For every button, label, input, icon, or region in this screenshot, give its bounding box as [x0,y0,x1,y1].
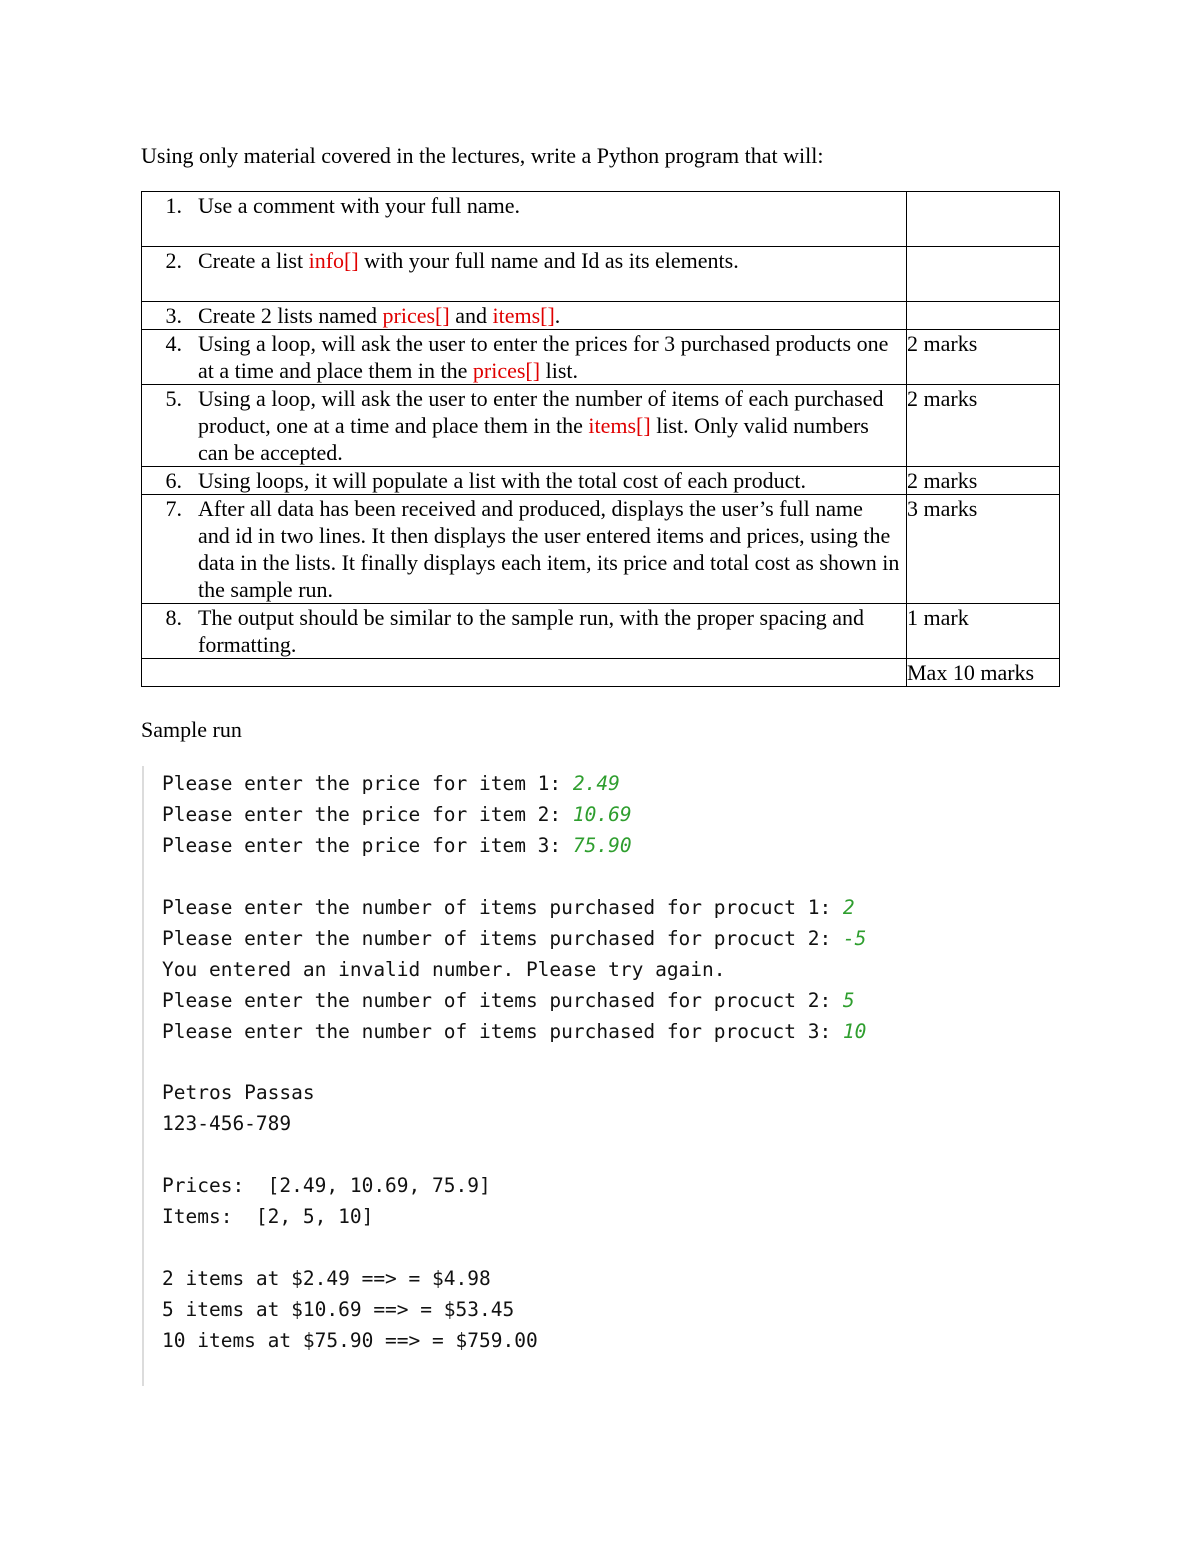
console-user-input: 10.69 [572,803,632,826]
task-text-segment: Create a list [198,248,309,273]
requirements-table [141,191,1060,687]
task-description [198,604,906,658]
console-user-input: 2.49 [572,772,620,795]
console-line [162,1111,291,1137]
task-cell [142,495,907,604]
task-marks: 2 marks [907,385,1060,467]
task-cell [142,330,907,385]
console-line [162,957,726,983]
task-cell [142,467,907,495]
code-identifier: prices[] [472,358,541,383]
task-number: 3. [165,303,182,328]
console-output [142,766,1044,1386]
task-number: 8. [165,605,182,630]
task-description [198,495,906,603]
console-line [162,1297,514,1323]
task-description [198,467,906,494]
task-text-segment: The output should be similar to the sample run, with the proper spacing and formatting. [198,605,864,657]
total-marks: Max 10 marks [907,659,1060,687]
task-text-segment: with your full name and Id as its elements. [358,248,739,273]
console-user-input: 5 [842,989,855,1012]
console-line [162,988,855,1014]
console-user-input: 2 [842,896,855,919]
console-text: 123-456-789 [162,1112,292,1135]
task-marks: 2 marks [907,330,1060,385]
console-text: 2 items at $2.49 ==> = $4.98 [162,1267,491,1290]
console-text: 10 items at $75.90 ==> = $759.00 [162,1329,538,1352]
task-row [142,495,1060,604]
task-description [198,192,906,219]
console-line [162,833,632,859]
code-identifier: items[] [588,413,651,438]
task-row [142,385,1060,467]
console-line [162,802,632,828]
sample-run-title: Sample run [141,717,242,742]
task-row [142,604,1060,659]
console-text: Prices: [2.49, 10.69, 75.9] [162,1174,491,1197]
task-cell [142,302,907,330]
console-text: 5 items at $10.69 ==> = $53.45 [162,1298,515,1321]
task-row [142,467,1060,495]
task-description [198,247,906,274]
code-identifier: info[] [308,248,359,273]
console-user-input: 10 [842,1020,867,1043]
task-row [142,192,1060,247]
task-marks [907,302,1060,330]
task-text-segment: Use a comment with your full name. [198,193,520,218]
console-user-input: 75.90 [572,834,632,857]
console-text: Please enter the price for item 3: [162,834,573,857]
task-text-segment: list. Only valid numbers can be accepted. [198,413,869,465]
task-description [198,302,906,329]
console-text: Items: [2, 5, 10] [162,1205,374,1228]
task-number: 1. [165,193,182,218]
console-text: Please enter the price for item 1: [162,772,573,795]
task-number: 7. [165,496,182,521]
console-text: Please enter the number of items purchased for procuct 3: [162,1020,843,1043]
task-cell [142,604,907,659]
console-line [162,1328,538,1354]
console-user-input: -5 [842,927,867,950]
console-line [162,926,866,952]
code-identifier: prices[] [382,303,450,328]
console-line [162,1173,491,1199]
task-number: 5. [165,386,182,411]
total-row [142,659,1060,687]
console-line [162,1204,373,1230]
total-empty-cell [142,659,907,687]
console-text: Please enter the number of items purchased for procuct 2: [162,989,843,1012]
task-text-segment: Using a loop, will ask the user to enter the prices for 3 purchased products one at a time and place them in the [198,331,889,383]
task-cell [142,247,907,302]
task-description [198,385,906,466]
console-line [162,1266,491,1292]
task-description [198,330,906,384]
task-marks [907,192,1060,247]
task-cell [142,385,907,467]
console-text: You entered an invalid number. Please try again. [162,958,726,981]
console-line [162,1019,866,1045]
task-number: 6. [165,468,182,493]
console-line [162,771,620,797]
console-text: Petros Passas [162,1081,315,1104]
task-row [142,247,1060,302]
console-text: Please enter the price for item 2: [162,803,573,826]
task-number: 2. [165,248,182,273]
task-text-segment: After all data has been received and produced, displays the user’s full name and id in two lines. It then displays the user entered items and prices, using the data in the lists. It finally displays each item, its price and total cost as shown in the sample run. [198,496,900,602]
console-line [162,1080,315,1106]
task-text-segment: . [554,303,561,328]
task-text-segment: and [449,303,493,328]
console-line [162,895,855,921]
code-identifier: items[] [492,303,555,328]
task-text-segment: Using a loop, will ask the user to enter the number of items of each purchased product, one at a time and place them in the [198,386,884,438]
task-marks [907,247,1060,302]
task-marks: 3 marks [907,495,1060,604]
task-marks: 2 marks [907,467,1060,495]
task-row [142,330,1060,385]
task-text-segment: Using loops, it will populate a list with the total cost of each product. [198,468,806,493]
task-row [142,302,1060,330]
intro-text: Using only material covered in the lectures, write a Python program that will: [141,143,824,168]
console-text: Please enter the number of items purchased for procuct 2: [162,927,843,950]
task-number: 4. [165,331,182,356]
task-marks: 1 mark [907,604,1060,659]
console-text: Please enter the number of items purchased for procuct 1: [162,896,843,919]
task-text-segment: list. [540,358,578,383]
task-cell [142,192,907,247]
task-text-segment: Create 2 lists named [198,303,383,328]
